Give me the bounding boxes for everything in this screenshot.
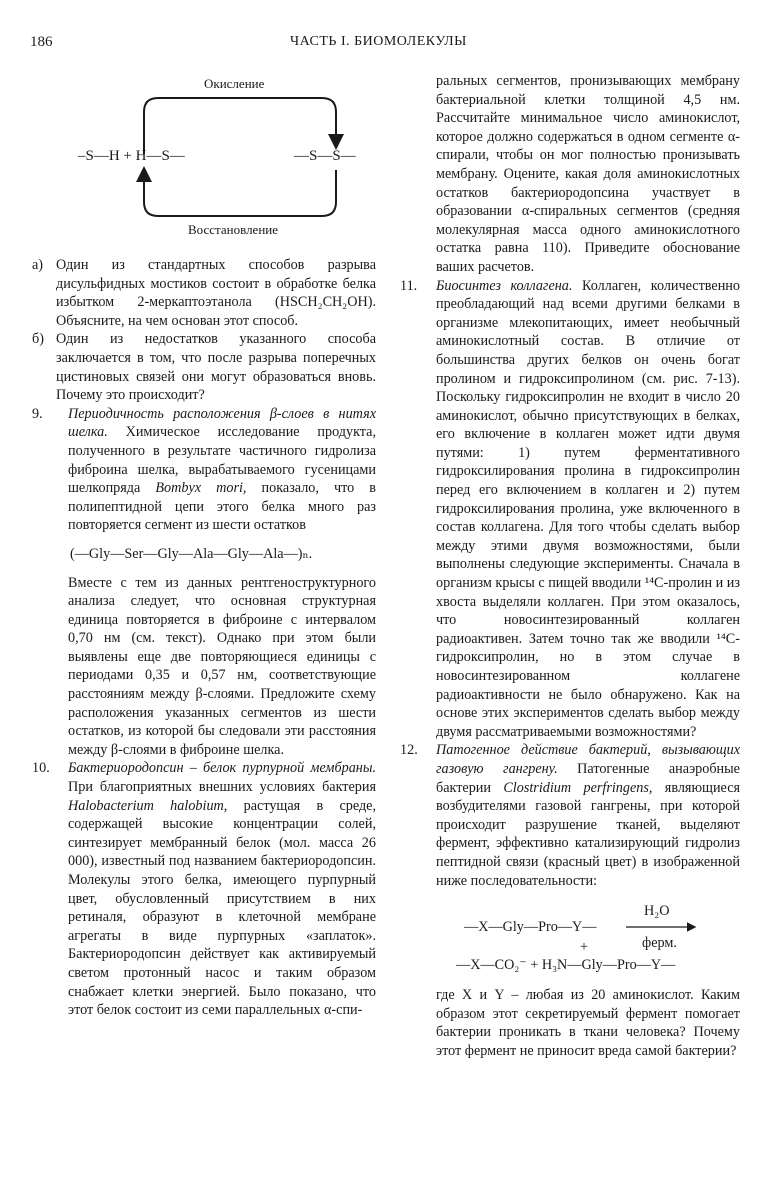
reaction-enzyme: ферм. bbox=[642, 935, 677, 952]
problem-10-number: 10. bbox=[32, 760, 50, 777]
problem-10 bbox=[32, 759, 376, 1019]
species-clostridium: Clostridium perfringens, bbox=[503, 779, 653, 796]
reduction-label: Восстановление bbox=[188, 222, 279, 237]
problem-10-body2: растущая в среде, содержащей высокие концентрации солей, синтезирует мембранный белок (мол. масса 26 000), известный под названием бактериородопсин. Молекулы этого белка, имеющего пурпурный цвет, обусловленный присутствием в них ретиналя, образуют в клеточной мембране агрегаты в виде пурпурных «заплаток». Бактериородопсин действует как активируемый светом протонный насос и таким образом снабжает клетки энергией. Было показано, что этот белок состоит из семи параллельных α-спи- bbox=[68, 797, 377, 1019]
reaction-water: H₂O bbox=[644, 903, 670, 920]
question-part-a bbox=[32, 256, 376, 330]
question-part-b bbox=[32, 330, 376, 404]
part-a-label: а) bbox=[32, 257, 44, 273]
problem-11 bbox=[400, 277, 740, 742]
problem-12-number: 12. bbox=[400, 742, 418, 759]
reaction-arrow bbox=[624, 920, 700, 934]
problem-12 bbox=[400, 741, 740, 1060]
part-b-text: Один из недостатков указанного способа заключается в том, что после разрыва поперечных цистиновых связей они могут образоваться вновь. Почему это происходит? bbox=[56, 331, 376, 404]
problem-10-continued: ральных сегментов, пронизывающих мембрану бактериальной клетки толщиной 4,5 нм. Рассчитайте минимальное число аминокислот, которое должно содержаться в одном сегменте α-спирали, чтобы он мог полностью пронизывать мембрану. Оцените, какая доля аминокислотных остатков бактериородопсина участвует в образовании α-спиральных сегментов (средняя молекулярная масса одного аминокислотного остатка равна 110). Приведите обоснование ваших расчетов. bbox=[436, 73, 740, 275]
part-b-label: б) bbox=[32, 331, 44, 348]
problem-11-title: Биосинтез коллагена. bbox=[436, 277, 573, 294]
problem-12-title: Патогенное действие бактерий, вызывающих газовую гангрену. bbox=[436, 742, 740, 777]
left-column bbox=[32, 256, 376, 1020]
reaction-reactant: —X—Gly—Pro—Y— bbox=[464, 919, 597, 936]
redox-diagram bbox=[32, 72, 376, 242]
oxidation-label: Окисление bbox=[204, 76, 265, 91]
right-column bbox=[400, 72, 740, 1061]
problem-9-para2: Вместе с тем из данных рентгеноструктурного анализа следует, что основная структурная единица повторяется в фиброине с интервалом 0,70 нм (см. текст). Однако при этом были выявлены еще две повторяющиеся единицы с периодами 0,35 и 0,57 нм, соответствующие расстояниям между β-слоями. Предложите схему расположения указанных сегментов из шести остатков, из которой бы следовали эти расстояния между β-слоями в фиброине шелка. bbox=[68, 574, 376, 758]
problem-10-body: При благоприятных внешних условиях бактерия bbox=[68, 779, 376, 796]
problem-11-text bbox=[436, 277, 740, 742]
problem-9-text bbox=[68, 405, 376, 535]
problem-9-body2: показало, что в полипептидной цепи этого белка много раз повторяется сегмент из шести остатков bbox=[68, 480, 376, 534]
problem-10-title: Бактериородопсин – белок пурпурной мембраны. bbox=[68, 760, 376, 777]
disulfide: —S—S— bbox=[294, 148, 356, 164]
running-title: ЧАСТЬ I. БИОМОЛЕКУЛЫ bbox=[290, 34, 467, 49]
problem-11-number: 11. bbox=[400, 277, 418, 294]
problem-12-body2: являющиеся возбудителями газовой гангрены, при которой происходит разрушение тканей, выделяют фермент, эффективно катализирующий гидролиз пептидной связи (красный цвет) в изображенной ниже последовательности: bbox=[436, 779, 741, 889]
hydrolysis-reaction bbox=[436, 900, 740, 978]
silk-sequence-formula: (—Gly—Ser—Gly—Ala—Gly—Ala—)ₙ. bbox=[70, 545, 313, 562]
species-halobacterium: Halobacterium halobium, bbox=[68, 797, 228, 814]
problem-12-final: где X и Y – любая из 20 аминокислот. Каким образом этот секретируемый фермент помогает бактерии проникать в ткани человека? Почему этот фермент не приносит вреда самой бактерии? bbox=[436, 987, 740, 1059]
page-number: 186 bbox=[30, 34, 53, 50]
problem-12-text bbox=[436, 741, 740, 890]
species-bombyx: Bombyx mori, bbox=[155, 480, 247, 497]
problem-9 bbox=[32, 405, 376, 760]
problem-11-body: Коллаген, количественно преобладающий над всеми другими белками в организме млекопитающих, имеет необычный аминокислотный состав. В отличие от большинства других белков он очень богат пролином и гидроксипролином (см. рис. 7-13). Поскольку гидроксипролин не входит в число 20 аминокислот, обычно присутствующих в белках, его включение в коллаген может идти двумя путями: 1) путем ферментативного гидроксилирования пролина в гидроксипролин перед его включением в коллаген и 2) путем гидроксилирования пролина, уже включенного в состав коллагена. Для того чтобы сделать выбор между этими двумя возможностями, были выполнены следующие эксперименты. Сначала в организм крысы с пищей вводили ¹⁴C-пролин и из хвоста выделяли коллаген. При этом оказалось, что новосинтезированный коллаген радиоактивен. Затем точно так же вводили ¹⁴C-гидроксипролин, но в этом случае в новосинтезированном коллагене радиоактивности не было обнаружено. Как на основе этих экспериментов сделать выбор между двумя рассматриваемыми возможностями? bbox=[436, 277, 740, 740]
thiol-pair: –S—H + H—S— bbox=[78, 148, 185, 164]
problem-10-text bbox=[68, 759, 376, 1019]
problem-12-body: Патогенные анаэробные бактерии bbox=[436, 760, 740, 796]
part-a-text: Один из стандартных способов разрыва дисульфидных мостиков состоит в обработке белка избытком 2-меркаптоэтанола (HSCH₂CH₂OH). Объясните, на чем основан этот способ. bbox=[56, 257, 376, 329]
problem-9-number: 9. bbox=[32, 405, 43, 422]
problem-9-body: Химическое исследование продукта, полученного в результате частичного гидролиза фиброина шелка, вырабатываемого гусеницами шелкопряда bbox=[68, 424, 376, 497]
reaction-plus: + bbox=[580, 939, 589, 956]
problem-9-title: Периодичность расположения β-слоев в нитях шелка. bbox=[68, 405, 376, 441]
reaction-products: —X—CO₂⁻ + H₃N—Gly—Pro—Y— bbox=[456, 957, 676, 974]
